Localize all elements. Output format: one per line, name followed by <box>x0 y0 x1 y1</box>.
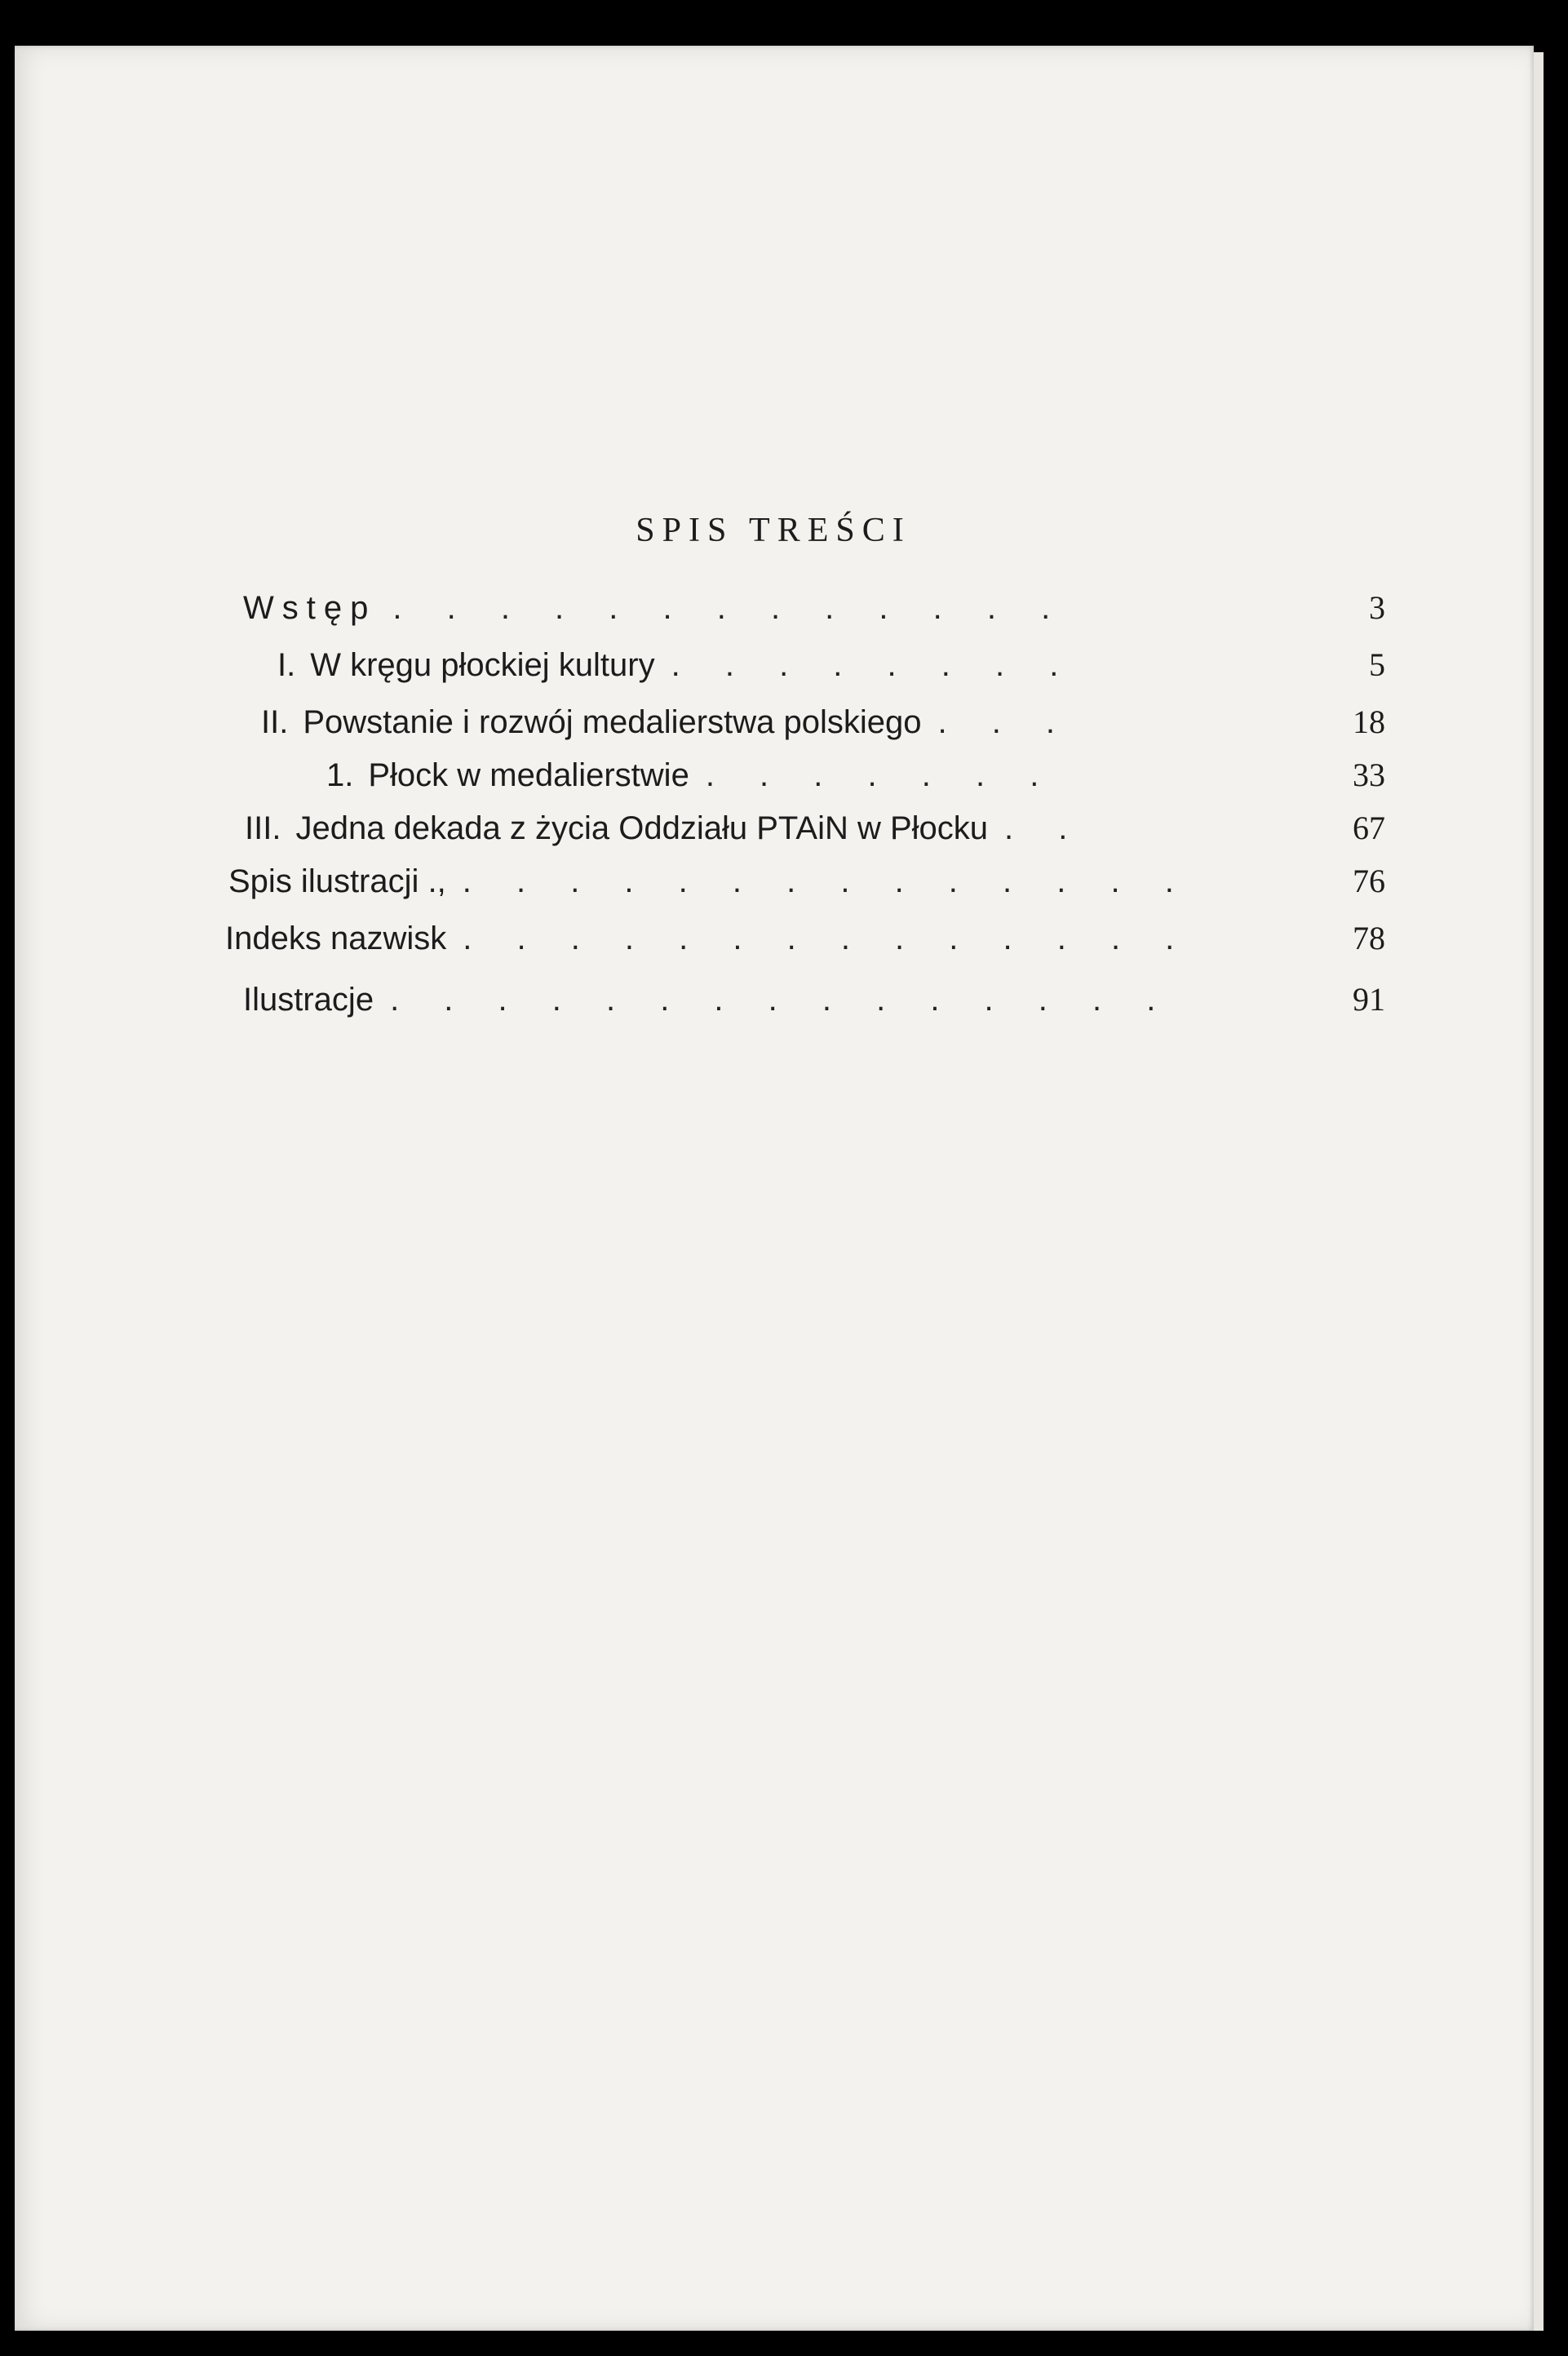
leader-dots: . . . . . . . . . . . . . . . <box>390 982 1174 1018</box>
entry-number: III. <box>245 810 281 846</box>
toc-entry-chapter-2 <box>261 703 1385 741</box>
entry-label: W kręgu płockiej kultury <box>310 647 655 683</box>
leader-dots: . . . . . . . . . . . . . <box>392 590 1069 626</box>
entry-label: Spis ilustracji ., <box>228 863 446 899</box>
leader-dots: . . . . . . . <box>705 757 1057 793</box>
toc-entry-illustrations <box>243 980 1385 1018</box>
toc-entry-wstep <box>243 588 1385 627</box>
leader-dots: . . . . . . . . <box>671 647 1077 683</box>
leader-dots: . . <box>1004 810 1086 846</box>
entry-number: II. <box>261 704 289 740</box>
entry-page: 33 <box>1353 756 1385 793</box>
entry-label: Jedna dekada z życia Oddziału PTAiN w Płocku <box>295 810 989 846</box>
toc-entry-chapter-1 <box>277 646 1385 684</box>
entry-page: 91 <box>1353 981 1385 1018</box>
toc-entry-chapter-3 <box>245 809 1385 847</box>
entry-number: I. <box>277 647 296 683</box>
leader-dots: . . . . . . . . . . . . . . <box>463 921 1193 956</box>
entry-label: Wstęp <box>243 590 377 626</box>
paper-sheet <box>15 46 1534 2331</box>
entry-page: 76 <box>1353 863 1385 899</box>
leader-dots: . . . . . . . . . . . . . . <box>462 863 1192 899</box>
toc-entry-name-index <box>225 919 1385 957</box>
toc-entry-illustrations-list <box>228 862 1385 900</box>
entry-page: 67 <box>1353 810 1385 846</box>
entry-page: 3 <box>1369 589 1385 626</box>
entry-page: 78 <box>1353 920 1385 956</box>
entry-label: Ilustracje <box>243 982 374 1018</box>
toc-entry-section-2-1 <box>326 756 1385 794</box>
entry-label: Płock w medalierstwie <box>368 757 689 793</box>
table-of-contents <box>15 46 1534 2331</box>
entry-label: Indeks nazwisk <box>225 921 447 956</box>
entry-page: 5 <box>1369 646 1385 683</box>
entry-label: Powstanie i rozwój medalierstwa polskiego <box>303 704 922 740</box>
entry-number: 1. <box>326 757 354 793</box>
page-edge <box>1534 52 1544 2331</box>
toc-title: SPIS TREŚCI <box>636 512 911 549</box>
leader-dots: . . . <box>937 704 1074 740</box>
entry-page: 18 <box>1353 703 1385 740</box>
